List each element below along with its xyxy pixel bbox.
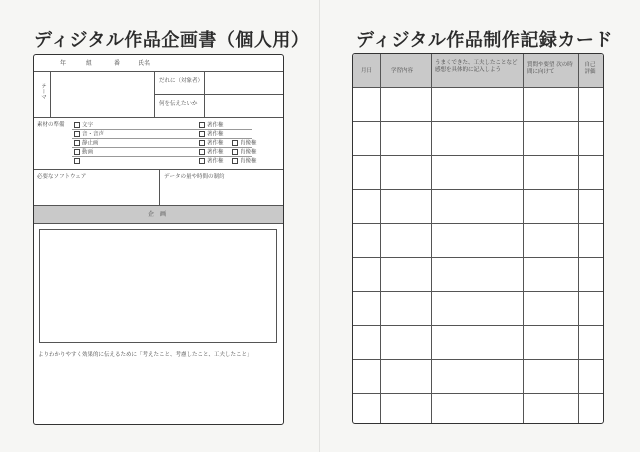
- copyright-check: 著作権: [199, 131, 224, 139]
- software-divider: [159, 169, 160, 205]
- what-label: 何を伝えたいか: [159, 101, 198, 107]
- plan-drawing-area: [39, 229, 277, 343]
- portrait-right-check: 肖像権: [232, 149, 257, 157]
- row-divider: [353, 291, 603, 292]
- row-divider: [353, 121, 603, 122]
- checkbox-icon: [74, 149, 80, 155]
- col-divider: [578, 54, 579, 423]
- checkbox-icon: [74, 140, 80, 146]
- copyright-check: 著作権: [199, 158, 224, 166]
- col-divider: [380, 54, 381, 423]
- row-divider: [353, 155, 603, 156]
- checkbox-icon: [74, 158, 80, 164]
- checkbox-icon: [199, 149, 205, 155]
- checkbox-icon: [232, 149, 238, 155]
- ideas-note: よりわかりやすく効果的に伝えるために「考えたこと、考慮したこと、工夫したこと」: [38, 352, 253, 358]
- number-label: 番: [114, 60, 121, 67]
- row-divider: [353, 189, 603, 190]
- checkbox-icon: [199, 140, 205, 146]
- plan-sheet-frame: [33, 54, 284, 425]
- copyright-check: 著作権: [199, 140, 224, 148]
- year-label: 年: [60, 60, 67, 67]
- material-rule: [72, 156, 252, 157]
- page-gutter: [319, 0, 320, 452]
- software-label: 必要なソフトウェア: [37, 174, 87, 180]
- record-card-title: ディジタル作品制作記録カード: [356, 30, 613, 51]
- class-label: 組: [86, 60, 93, 67]
- plan-label: 企 画: [148, 211, 167, 218]
- row-divider: [353, 223, 603, 224]
- material-item: [74, 158, 82, 166]
- checkbox-icon: [199, 131, 205, 137]
- plan-bottom-divider: [34, 223, 283, 224]
- col-self-eval: 自己評価: [584, 62, 596, 75]
- theme-label: テーマ: [40, 83, 46, 100]
- checkbox-icon: [74, 122, 80, 128]
- checkbox-icon: [199, 158, 205, 164]
- col-questions: 質問や要望 次の時間に向けて: [527, 62, 573, 75]
- plan-sheet-title: ディジタル作品企画書（個人用）: [34, 30, 310, 51]
- theme-divider: [50, 71, 51, 117]
- theme-bottom-divider: [34, 117, 283, 118]
- checkbox-icon: [199, 122, 205, 128]
- col-content: 学習内容: [391, 68, 414, 74]
- portrait-right-check: 肖像権: [232, 158, 257, 166]
- for-whom-label: だれに（対象者）: [159, 78, 204, 84]
- material-text: 静止画: [82, 140, 99, 147]
- col-date: 月日: [361, 68, 373, 74]
- row-divider: [353, 325, 603, 326]
- record-card-frame: [352, 53, 604, 424]
- col-divider: [523, 54, 524, 423]
- material-rule: [72, 138, 252, 139]
- row-divider: [353, 393, 603, 394]
- checkbox-icon: [232, 140, 238, 146]
- checkbox-icon: [74, 131, 80, 137]
- col-reflection: うまくできた、工夫したことなど感想を具体的に記入しよう: [435, 60, 518, 73]
- name-label: 氏名: [138, 60, 151, 67]
- material-text: 動画: [82, 149, 94, 156]
- materials-label: 素材の準備: [37, 122, 65, 128]
- material-rule: [72, 129, 252, 130]
- limits-label: データの量や時間の制約: [164, 174, 225, 180]
- for-whom-row-divider: [154, 94, 283, 95]
- checkbox-icon: [232, 158, 238, 164]
- row-divider: [353, 257, 603, 258]
- portrait-right-check: 肖像権: [232, 140, 257, 148]
- material-rule: [72, 147, 252, 148]
- row-divider: [353, 87, 603, 88]
- copyright-check: 著作権: [199, 122, 224, 130]
- copyright-check: 著作権: [199, 149, 224, 157]
- col-divider: [431, 54, 432, 423]
- material-text: 音・音声: [82, 131, 105, 138]
- header-divider: [34, 71, 283, 72]
- plan-top-divider: [34, 205, 283, 206]
- row-divider: [353, 359, 603, 360]
- material-text: 文字: [82, 122, 94, 129]
